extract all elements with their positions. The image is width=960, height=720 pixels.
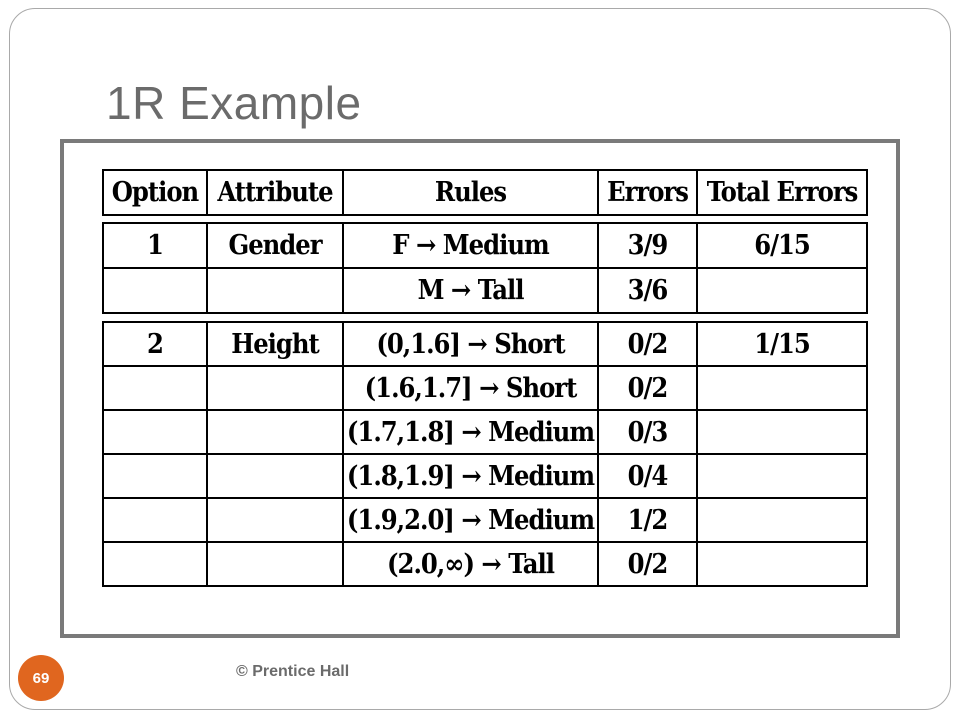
cell-total-errors: 6/15 — [697, 223, 867, 268]
cell-option: 1 — [103, 223, 207, 268]
cell-total-errors — [697, 454, 867, 498]
header-option: Option — [103, 170, 207, 215]
cell-option — [103, 454, 207, 498]
cell-attribute: Gender — [207, 223, 343, 268]
cell-option — [103, 410, 207, 454]
table-row — [103, 498, 867, 542]
cell-errors: 0/2 — [598, 322, 697, 366]
cell-option: 2 — [103, 322, 207, 366]
slide-title: 1R Example — [106, 77, 362, 129]
table-row — [103, 542, 867, 586]
cell-option — [103, 268, 207, 313]
page-number-badge: 69 — [18, 655, 64, 701]
cell-rule: (1.6,1.7] → Short — [343, 366, 598, 410]
cell-total-errors — [697, 542, 867, 586]
table-group-gender — [102, 222, 868, 314]
cell-rule: M → Tall — [343, 268, 598, 313]
table-header — [102, 169, 868, 216]
table-row — [103, 268, 867, 313]
table-row — [103, 454, 867, 498]
cell-option — [103, 542, 207, 586]
table-row — [103, 322, 867, 366]
table-row — [103, 223, 867, 268]
cell-errors: 0/4 — [598, 454, 697, 498]
footer-copyright: © Prentice Hall — [236, 663, 350, 680]
table-row — [103, 366, 867, 410]
table-row — [103, 410, 867, 454]
cell-option — [103, 498, 207, 542]
header-errors: Errors — [598, 170, 697, 215]
cell-errors: 0/2 — [598, 366, 697, 410]
cell-errors: 3/9 — [598, 223, 697, 268]
cell-errors: 0/2 — [598, 542, 697, 586]
cell-option — [103, 366, 207, 410]
table-group-height — [102, 321, 868, 587]
cell-attribute — [207, 454, 343, 498]
cell-errors: 1/2 — [598, 498, 697, 542]
cell-total-errors — [697, 366, 867, 410]
cell-attribute — [207, 366, 343, 410]
cell-rule: (1.9,2.0] → Medium — [343, 498, 598, 542]
cell-rule: F → Medium — [343, 223, 598, 268]
cell-total-errors: 1/15 — [697, 322, 867, 366]
cell-attribute: Height — [207, 322, 343, 366]
cell-errors: 0/3 — [598, 410, 697, 454]
header-attribute: Attribute — [207, 170, 343, 215]
cell-rule: (0,1.6] → Short — [343, 322, 598, 366]
cell-attribute — [207, 410, 343, 454]
header-total-errors: Total Errors — [697, 170, 867, 215]
cell-rule: (1.7,1.8] → Medium — [343, 410, 598, 454]
cell-attribute — [207, 542, 343, 586]
cell-total-errors — [697, 268, 867, 313]
cell-total-errors — [697, 498, 867, 542]
header-rules: Rules — [343, 170, 598, 215]
cell-rule: (2.0,∞) → Tall — [343, 542, 598, 586]
cell-attribute — [207, 268, 343, 313]
cell-errors: 3/6 — [598, 268, 697, 313]
cell-attribute — [207, 498, 343, 542]
cell-rule: (1.8,1.9] → Medium — [343, 454, 598, 498]
cell-total-errors — [697, 410, 867, 454]
header-row — [103, 170, 867, 215]
